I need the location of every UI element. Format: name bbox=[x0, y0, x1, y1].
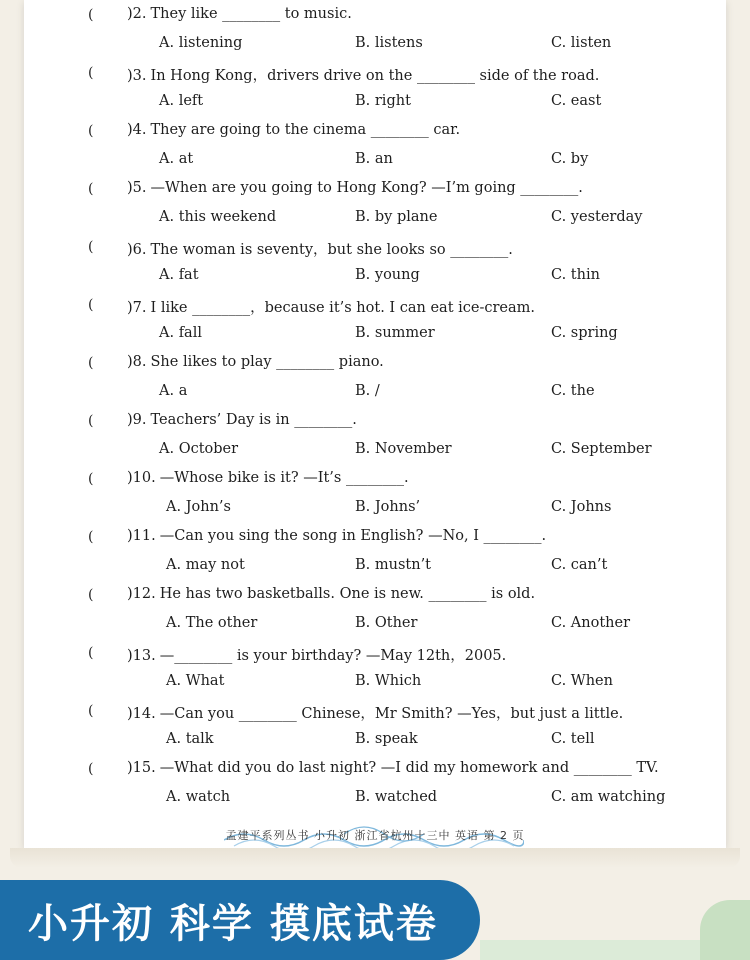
question-text: —Can you sing the song in English? —No, I ________. bbox=[159, 528, 547, 544]
option-b: B. summer bbox=[355, 325, 435, 341]
question-item bbox=[24, 700, 726, 758]
option-a: A. left bbox=[159, 93, 204, 109]
option-a: A. The other bbox=[166, 615, 258, 631]
question-stem bbox=[127, 412, 357, 428]
option-c: C. spring bbox=[551, 325, 618, 341]
option-c: C. When bbox=[551, 673, 613, 689]
question-text: Teachers’ Day is in ________. bbox=[150, 412, 357, 428]
answer-paren[interactable]: ( bbox=[88, 413, 94, 429]
question-number: )3. bbox=[127, 68, 147, 84]
question-number: )9. bbox=[127, 412, 147, 428]
question-stem bbox=[127, 644, 506, 665]
question-item bbox=[24, 62, 726, 120]
answer-paren[interactable]: ( bbox=[88, 7, 94, 23]
option-a: A. listening bbox=[159, 35, 243, 51]
option-b: B. / bbox=[355, 383, 380, 399]
question-number: )4. bbox=[127, 122, 147, 138]
option-a: A. a bbox=[159, 383, 188, 399]
question-text: She likes to play ________ piano. bbox=[150, 354, 384, 370]
footer-text: 孟建平系列丛书 小升初 浙江省杭州十三中 英语 第 2 页 bbox=[225, 829, 525, 842]
option-c: C. am watching bbox=[551, 789, 666, 805]
banner-accent-corner bbox=[700, 900, 750, 960]
option-a: A. talk bbox=[166, 731, 214, 747]
exam-page bbox=[24, 0, 726, 848]
option-a: A. October bbox=[159, 441, 239, 457]
question-item bbox=[24, 584, 726, 642]
question-number: )11. bbox=[127, 528, 156, 544]
answer-paren[interactable]: ( bbox=[88, 297, 94, 313]
option-c: C. east bbox=[551, 93, 602, 109]
paper-shadow-edge bbox=[10, 848, 740, 868]
option-b: B. Johns’ bbox=[355, 499, 421, 515]
option-b: B. mustn’t bbox=[355, 557, 432, 573]
question-item bbox=[24, 410, 726, 468]
option-b: B. Other bbox=[355, 615, 418, 631]
option-b: B. an bbox=[355, 151, 393, 167]
question-stem bbox=[127, 528, 546, 544]
option-b: B. young bbox=[355, 267, 420, 283]
question-text: —Can you ________ Chinese，Mr Smith? —Yes，but just a little. bbox=[159, 706, 624, 722]
answer-paren[interactable]: ( bbox=[88, 703, 94, 719]
option-b: B. watched bbox=[355, 789, 438, 805]
question-item bbox=[24, 120, 726, 178]
question-text: —________ is your birthday? —May 12th，2005. bbox=[159, 648, 507, 664]
answer-paren[interactable]: ( bbox=[88, 645, 94, 661]
answer-paren[interactable]: ( bbox=[88, 761, 94, 777]
option-b: B. Which bbox=[355, 673, 422, 689]
option-c: C. by bbox=[551, 151, 589, 167]
question-number: )2. bbox=[127, 6, 147, 22]
question-item bbox=[24, 642, 726, 700]
question-item bbox=[24, 4, 726, 62]
question-text: In Hong Kong，drivers drive on the ________ side of the road. bbox=[150, 68, 600, 84]
question-number: )10. bbox=[127, 470, 156, 486]
question-text: —What did you do last night? —I did my homework and ________ TV. bbox=[159, 760, 659, 776]
question-stem bbox=[127, 760, 659, 776]
question-stem bbox=[127, 6, 352, 22]
question-item bbox=[24, 526, 726, 584]
question-stem bbox=[127, 238, 513, 259]
question-text: They like ________ to music. bbox=[150, 6, 352, 22]
option-c: C. Another bbox=[551, 615, 631, 631]
answer-paren[interactable]: ( bbox=[88, 529, 94, 545]
question-stem bbox=[127, 64, 599, 85]
answer-paren[interactable]: ( bbox=[88, 355, 94, 371]
option-b: B. November bbox=[355, 441, 452, 457]
question-stem bbox=[127, 122, 460, 138]
question-item bbox=[24, 294, 726, 352]
question-stem bbox=[127, 354, 384, 370]
question-number: )6. bbox=[127, 242, 147, 258]
question-number: )5. bbox=[127, 180, 147, 196]
option-c: C. the bbox=[551, 383, 595, 399]
option-a: A. this weekend bbox=[159, 209, 277, 225]
question-stem bbox=[127, 702, 623, 723]
answer-paren[interactable]: ( bbox=[88, 181, 94, 197]
option-c: C. yesterday bbox=[551, 209, 643, 225]
question-text: —When are you going to Hong Kong? —I’m going ________. bbox=[150, 180, 583, 196]
question-text: The woman is seventy，but she looks so ________. bbox=[150, 242, 513, 258]
option-c: C. Johns bbox=[551, 499, 612, 515]
answer-paren[interactable]: ( bbox=[88, 587, 94, 603]
option-c: C. listen bbox=[551, 35, 612, 51]
question-text: They are going to the cinema ________ car. bbox=[150, 122, 461, 138]
title-banner bbox=[0, 880, 480, 960]
answer-paren[interactable]: ( bbox=[88, 239, 94, 255]
answer-paren[interactable]: ( bbox=[88, 471, 94, 487]
option-a: A. John’s bbox=[166, 499, 231, 515]
question-number: )8. bbox=[127, 354, 147, 370]
page-footer bbox=[24, 818, 726, 848]
option-a: A. What bbox=[166, 673, 225, 689]
question-text: I like ________，because it’s hot. I can eat ice-cream. bbox=[150, 300, 536, 316]
banner-title: 小升初 科学 摸底试卷 bbox=[28, 901, 438, 947]
question-number: )15. bbox=[127, 760, 156, 776]
question-stem bbox=[127, 470, 409, 486]
question-text: He has two basketballs. One is new. ________ is old. bbox=[159, 586, 536, 602]
question-stem bbox=[127, 180, 583, 196]
option-a: A. may not bbox=[166, 557, 245, 573]
option-c: C. can’t bbox=[551, 557, 608, 573]
option-b: B. listens bbox=[355, 35, 423, 51]
option-b: B. by plane bbox=[355, 209, 438, 225]
option-c: C. tell bbox=[551, 731, 595, 747]
option-b: B. right bbox=[355, 93, 411, 109]
option-a: A. watch bbox=[166, 789, 231, 805]
question-number: )12. bbox=[127, 586, 156, 602]
question-stem bbox=[127, 296, 535, 317]
question-item bbox=[24, 758, 726, 816]
option-c: C. September bbox=[551, 441, 652, 457]
option-a: A. at bbox=[159, 151, 194, 167]
question-item bbox=[24, 352, 726, 410]
question-item bbox=[24, 468, 726, 526]
answer-paren[interactable]: ( bbox=[88, 65, 94, 81]
question-number: )7. bbox=[127, 300, 147, 316]
answer-paren[interactable]: ( bbox=[88, 123, 94, 139]
option-a: A. fat bbox=[159, 267, 199, 283]
question-item bbox=[24, 236, 726, 294]
option-b: B. speak bbox=[355, 731, 418, 747]
question-item bbox=[24, 178, 726, 236]
question-text: —Whose bike is it? —It’s ________. bbox=[159, 470, 409, 486]
question-number: )13. bbox=[127, 648, 156, 664]
option-c: C. thin bbox=[551, 267, 600, 283]
question-number: )14. bbox=[127, 706, 156, 722]
option-a: A. fall bbox=[159, 325, 202, 341]
question-stem bbox=[127, 586, 535, 602]
